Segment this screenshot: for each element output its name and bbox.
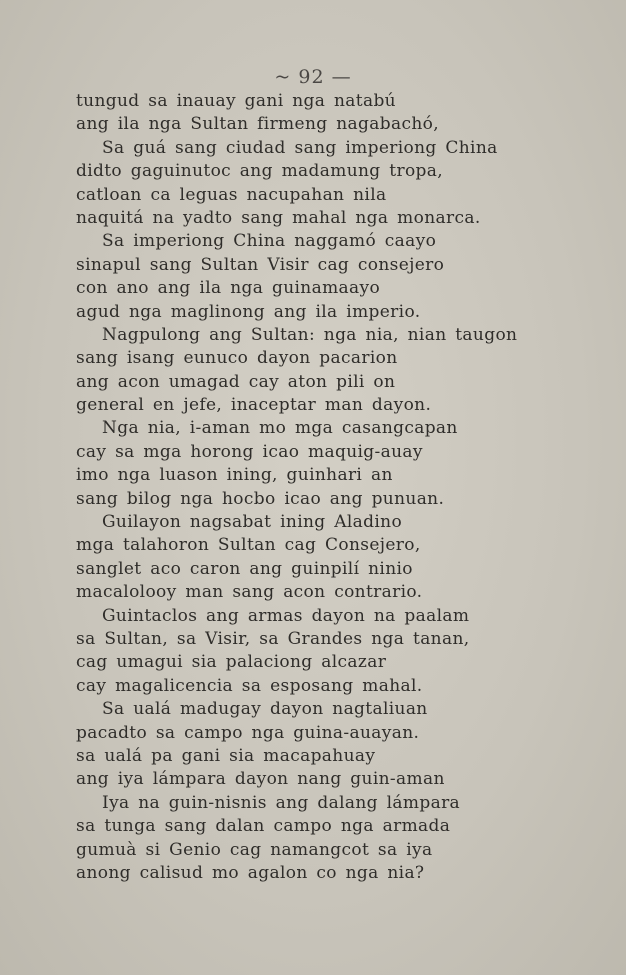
poem-line-3: Sa guá sang ciudad sang imperiong China [102,137,498,158]
poem-line-9: con ano ang ila nga guinamaayo [76,278,381,299]
poem-line-6: naquitá na yadto sang mahal nga monarca. [76,207,481,228]
poem-text [76,90,576,885]
poem-line-26: cay magalicencia sa esposang mahal. [76,675,423,696]
page-number: ~ 92 — [274,66,352,88]
poem-line-4: didto gaguinutoc ang madamung tropa, [76,161,444,182]
poem-line-34: anong calisud mo agalon co nga nia? [76,862,425,883]
poem-line-23: Guintaclos ang armas dayon na paalam [102,605,470,626]
poem-line-15: Nga nia, i-aman mo mga casangcapan [102,418,458,439]
poem-line-20: mga talahoron Sultan cag Consejero, [76,535,421,556]
poem-line-11: Nagpulong ang Sultan: nga nia, nian taugon [102,324,518,345]
poem-line-7: Sa imperiong China naggamó caayo [102,231,437,252]
poem-line-33: gumuà si Genio cag namangcot sa iya [76,839,433,860]
poem-line-25: cag umagui sia palaciong alcazar [76,652,387,673]
poem-line-10: agud nga maglinong ang ila imperio. [76,301,421,322]
poem-line-30: ang iya lámpara dayon nang guin-aman [76,769,445,790]
poem-line-21: sanglet aco caron ang guinpilí ninio [76,558,413,579]
poem-line-2: ang ila nga Sultan firmeng nagabachó, [76,114,439,135]
poem-line-19: Guilayon nagsabat ining Aladino [102,512,403,533]
poem-line-17: imo nga luason ining, guinhari an [76,465,393,486]
poem-line-18: sang bilog nga hocbo icao ang punuan. [76,488,445,509]
poem-line-24: sa Sultan, sa Visir, sa Grandes nga tanan, [76,628,470,649]
poem-line-12: sang isang eunuco dayon pacarion [76,348,398,369]
poem-line-16: cay sa mga horong icao maquig-auay [76,441,423,462]
poem-line-28: pacadto sa campo nga guina-auayan. [76,722,420,743]
poem-line-22: macalolooy man sang acon contrario. [76,582,423,603]
poem-line-5: catloan ca leguas nacupahan nila [76,184,387,205]
poem-line-31: Iya na guin-nisnis ang dalang lámpara [102,792,461,813]
poem-line-14: general en jefe, inaceptar man dayon. [76,395,432,416]
poem-line-27: Sa ualá madugay dayon nagtaliuan [102,699,428,720]
poem-line-29: sa ualá pa gani sia macapahuay [76,745,376,766]
poem-line-8: sinapul sang Sultan Visir cag consejero [76,254,445,275]
poem-line-32: sa tunga sang dalan campo nga armada [76,816,451,837]
poem-line-13: ang acon umagad cay aton pili on [76,371,396,392]
poem-line-1: tungud sa inauay gani nga natabú [76,91,396,111]
